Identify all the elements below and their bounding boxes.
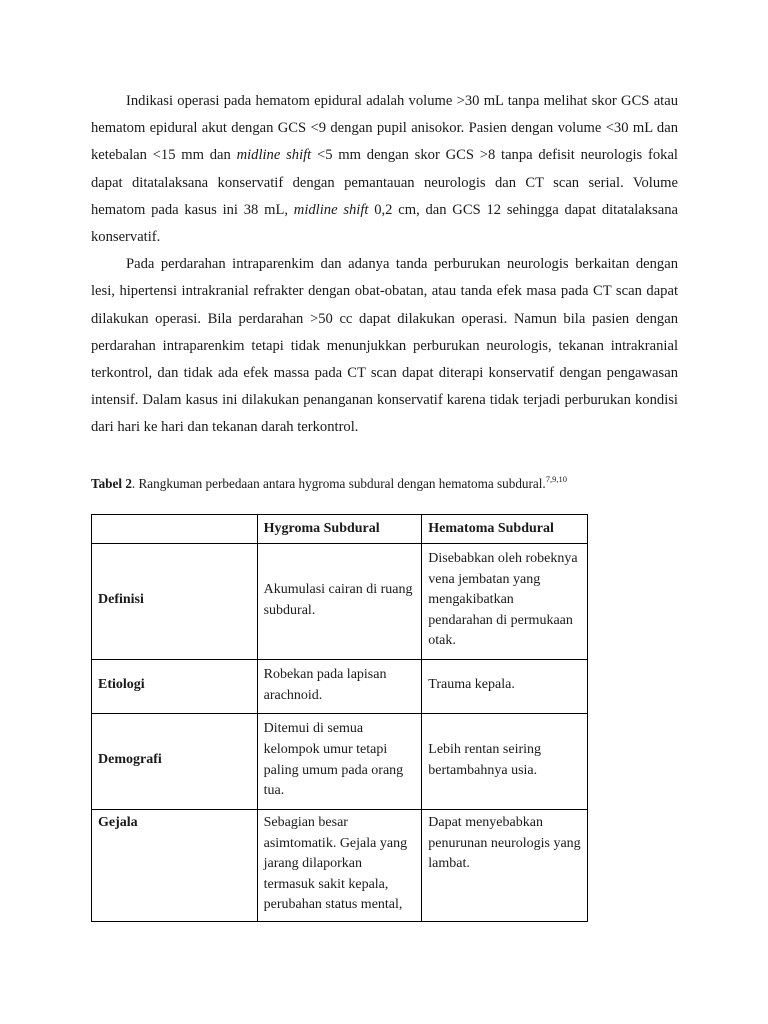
table-caption: [91, 470, 691, 493]
cell-hematoma: Trauma kepala.: [422, 660, 588, 714]
body-text: [91, 88, 678, 442]
paragraph-1-text-c: 0,2 cm, dan GCS 12 sehingga dapat ditatalaksana konservatif.: [91, 201, 678, 246]
cell-hygroma: Akumulasi cairan di ruang subdural.: [257, 544, 422, 660]
table-caption-label: Tabel 2: [91, 476, 132, 491]
paragraph-1-italic-1: midline shift: [236, 147, 312, 164]
cell-hygroma: Robekan pada lapisan arachnoid.: [257, 660, 422, 714]
cell-hygroma: Sebagian besar asimtomatik. Gejala yang jarang dilaporkan termasuk sakit kepala, perubahan status mental,: [257, 810, 422, 922]
table-row-gejala: [92, 810, 588, 922]
paragraph-1-text-b: <5 mm dengan skor GCS >8 tanpa defisit neurologis fokal dapat ditatalaksana konservatif dengan pemantauan neurologis dan CT scan serial. Volume hematom pada kasus ini 38 mL,: [91, 147, 678, 218]
row-label: Gejala: [92, 810, 258, 922]
row-label: Etiologi: [92, 660, 258, 714]
table-row-etiologi: [92, 660, 588, 714]
table-header-row: [92, 515, 588, 544]
comparison-table: [91, 514, 588, 922]
cell-hygroma: Ditemui di semua kelompok umur tetapi paling umum pada orang tua.: [257, 714, 422, 810]
cell-hematoma: Dapat menyebabkan penurunan neurologis yang lambat.: [422, 810, 588, 922]
paragraph-1-text-a: Indikasi operasi pada hematom epidural adalah volume >30 mL tanpa melihat skor GCS atau hematom epidural akut dengan GCS <9 dengan pupil anisokor. Pasien dengan volume <30 mL dan ketebalan <15 mm dan: [91, 93, 678, 164]
header-empty: [92, 515, 258, 544]
header-hematoma: Hematoma Subdural: [422, 515, 588, 544]
paragraph-intraparenchymal: Pada perdarahan intraparenkim dan adanya tanda perburukan neurologis berkaitan dengan lesi, hipertensi intrakranial refrakter dengan obat-obatan, atau tanda efek masa pada CT scan dapat dilakukan operasi. Bila perdarahan >50 cc dapat dilakukan operasi. Namun bila pasien dengan perdarahan intraparenkim tetapi tidak menunjukkan perburukan neurologis, tekanan intrakranial terkontrol, dan tidak ada efek massa pada CT scan dapat diterapi konservatif dengan pengawasan intensif. Dalam kasus ini dilakukan penanganan konservatif karena tidak terjadi perburukan kondisi dari hari ke hari dan tekanan darah terkontrol.: [91, 256, 678, 436]
table-row-definisi: [92, 544, 588, 660]
paragraph-epidural: [91, 88, 678, 251]
table-row-demografi: [92, 714, 588, 810]
paragraph-1-italic-2: midline shift: [293, 201, 369, 218]
row-label: Definisi: [92, 544, 258, 660]
header-hygroma: Hygroma Subdural: [257, 515, 422, 544]
cell-hematoma: Lebih rentan seiring bertambahnya usia.: [422, 714, 588, 810]
table-caption-text: . Rangkuman perbedaan antara hygroma subdural dengan hematoma subdural.: [131, 476, 546, 491]
cell-hematoma: Disebabkan oleh robeknya vena jembatan yang mengakibatkan pendarahan di permukaan otak.: [422, 544, 588, 660]
row-label: Demografi: [92, 714, 258, 810]
table-caption-refs: 7,9,10: [545, 474, 567, 484]
